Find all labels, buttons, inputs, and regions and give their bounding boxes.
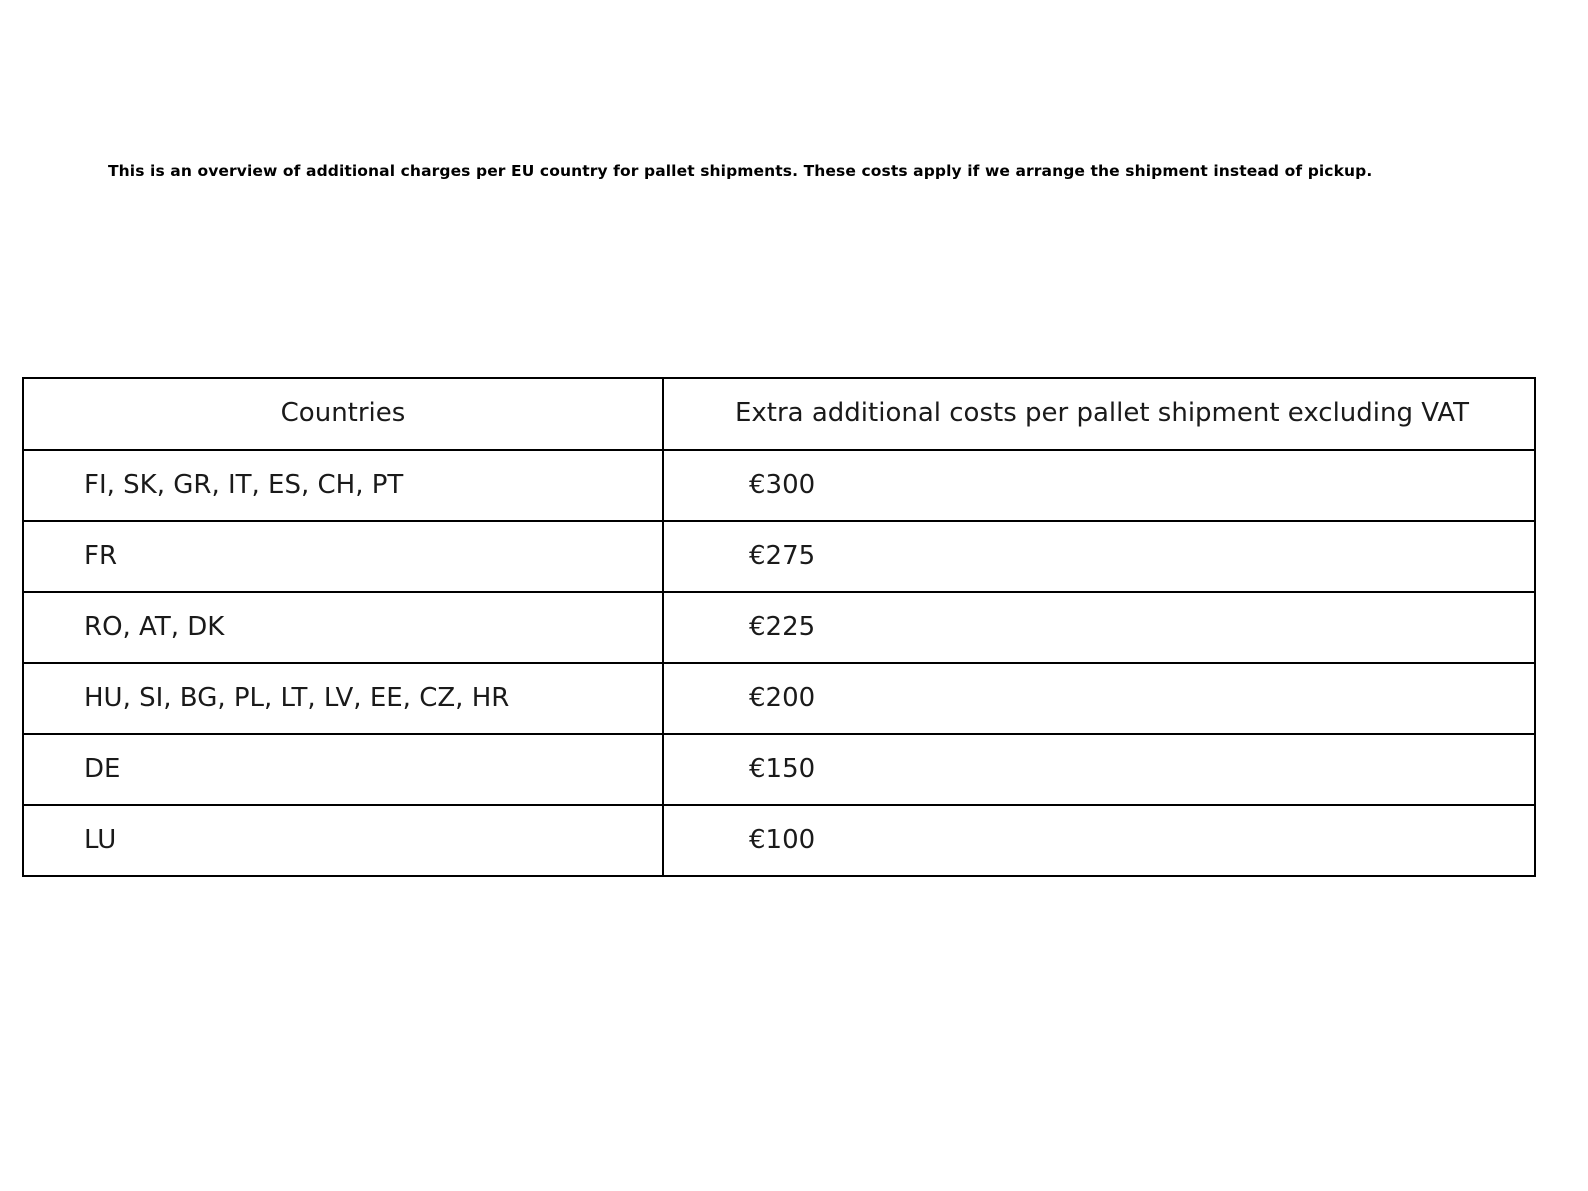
cell-cost bbox=[663, 450, 1535, 521]
header-label-costs: Extra additional costs per pallet shipment excluding VAT bbox=[734, 398, 1470, 429]
cell-countries bbox=[23, 592, 663, 663]
cost-value: €100 bbox=[749, 824, 816, 855]
header-cell-countries bbox=[23, 378, 663, 450]
countries-value: RO, AT, DK bbox=[84, 611, 225, 642]
countries-value: HU, SI, BG, PL, LT, LV, EE, CZ, HR bbox=[84, 682, 510, 713]
cell-cost bbox=[663, 734, 1535, 805]
cell-countries bbox=[23, 450, 663, 521]
cell-cost bbox=[663, 663, 1535, 734]
countries-value: FR bbox=[84, 540, 118, 571]
table-row bbox=[23, 592, 1535, 663]
table-row bbox=[23, 805, 1535, 876]
cost-value: €200 bbox=[749, 682, 816, 713]
cost-value: €275 bbox=[749, 540, 816, 571]
table-row bbox=[23, 450, 1535, 521]
cost-value: €150 bbox=[749, 753, 816, 784]
table-header-row bbox=[23, 378, 1535, 450]
countries-value: FI, SK, GR, IT, ES, CH, PT bbox=[84, 469, 404, 500]
cost-value: €300 bbox=[749, 469, 816, 500]
header-label-countries: Countries bbox=[280, 398, 406, 429]
table-row bbox=[23, 521, 1535, 592]
table-row bbox=[23, 663, 1535, 734]
charges-table bbox=[22, 377, 1536, 877]
cell-countries bbox=[23, 663, 663, 734]
cost-value: €225 bbox=[749, 611, 816, 642]
cell-cost bbox=[663, 521, 1535, 592]
table-row bbox=[23, 734, 1535, 805]
intro-paragraph: This is an overview of additional charges per EU country for pallet shipments. These costs apply if we arrange the shipment instead of pickup. bbox=[108, 162, 1373, 180]
countries-value: DE bbox=[84, 753, 121, 784]
cell-countries bbox=[23, 734, 663, 805]
charges-table-container bbox=[22, 377, 1534, 877]
cell-countries bbox=[23, 521, 663, 592]
countries-value: LU bbox=[84, 824, 117, 855]
header-cell-costs bbox=[663, 378, 1535, 450]
cell-cost bbox=[663, 592, 1535, 663]
cell-cost bbox=[663, 805, 1535, 876]
cell-countries bbox=[23, 805, 663, 876]
